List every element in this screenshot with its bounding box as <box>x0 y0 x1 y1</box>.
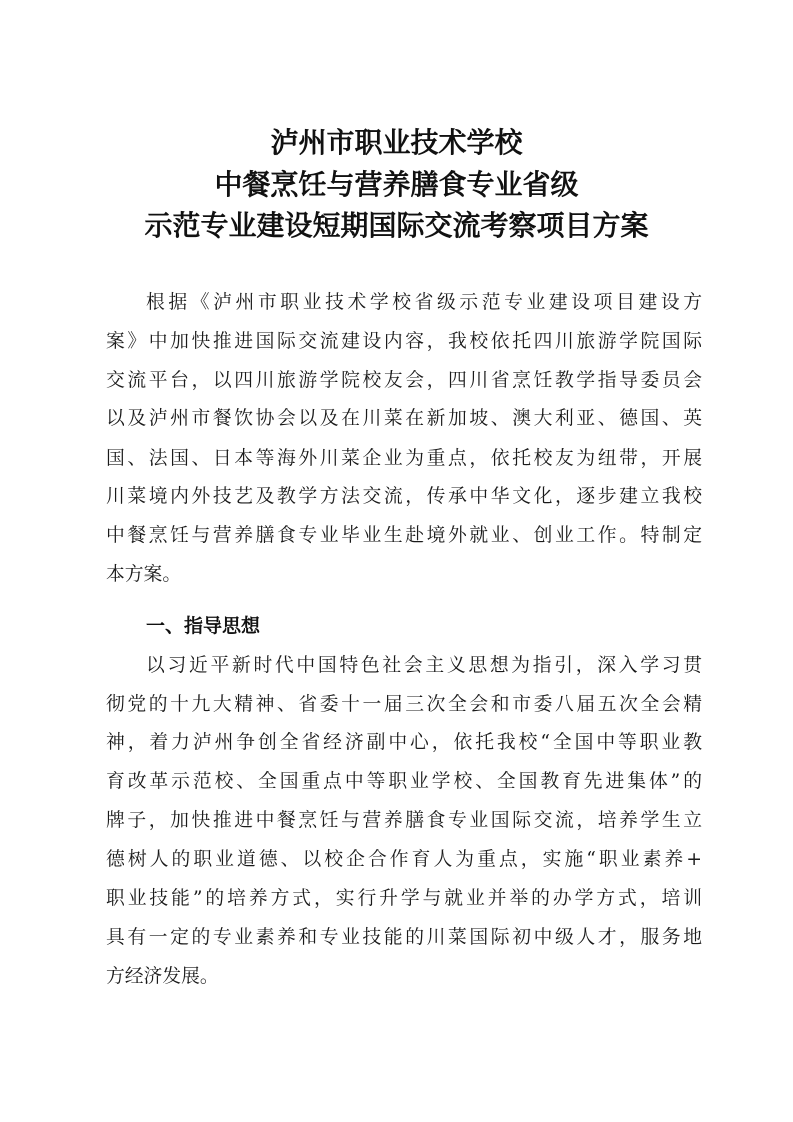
intro-line: 案》中加快推进国际交流建设内容，我校依托四川旅游学院国际 <box>106 331 702 352</box>
section-line: 德树人的职业道德、以校企合作育人为重点，实施“职业素养+ <box>106 849 702 870</box>
intro-line: 本方案。 <box>106 564 182 585</box>
section-line: 神，着力泸州争创全省经济副中心，依托我校“全国中等职业教 <box>106 732 702 753</box>
intro-line: 以及泸州市餐饮协会以及在川菜在新加坡、澳大利亚、德国、英 <box>106 408 702 429</box>
section-line: 育改革示范校、全国重点中等职业学校、全国教育先进集体”的 <box>106 771 702 792</box>
intro-line: 国、法国、日本等海外川菜企业为重点，依托校友为纽带，开展 <box>106 448 702 469</box>
section-line: 具有一定的专业素养和专业技能的川菜国际初中级人才，服务地 <box>106 927 702 948</box>
title-line-3: 示范专业建设短期国际交流考察项目方案 <box>144 209 649 242</box>
intro-line: 交流平台，以四川旅游学院校友会，四川省烹饪教学指导委员会 <box>106 370 702 391</box>
section-line: 方经济发展。 <box>106 966 219 987</box>
section-line: 职业技能”的培养方式，实行升学与就业并举的办学方式，培训 <box>106 888 702 909</box>
intro-line: 中餐烹饪与营养膳食专业毕业生赴境外就业、创业工作。特制定 <box>106 525 702 546</box>
section-line: 彻党的十九大精神、省委十一届三次全会和市委八届五次全会精 <box>106 694 702 715</box>
title-line-2: 中餐烹饪与营养膳食专业省级 <box>214 168 579 201</box>
intro-line: 根据《泸州市职业技术学校省级示范专业建设项目建设方 <box>146 292 702 313</box>
section-heading-guiding-ideology: 一、指导思想 <box>146 615 261 637</box>
intro-line: 川菜境内外技艺及教学方法交流，传承中华文化，逐步建立我校 <box>106 486 702 507</box>
title-line-1: 泸州市职业技术学校 <box>270 126 523 159</box>
section-line: 以习近平新时代中国特色社会主义思想为指引，深入学习贯 <box>146 655 702 676</box>
section-line: 牌子，加快推进中餐烹饪与营养膳食专业国际交流，培养学生立 <box>106 810 702 831</box>
